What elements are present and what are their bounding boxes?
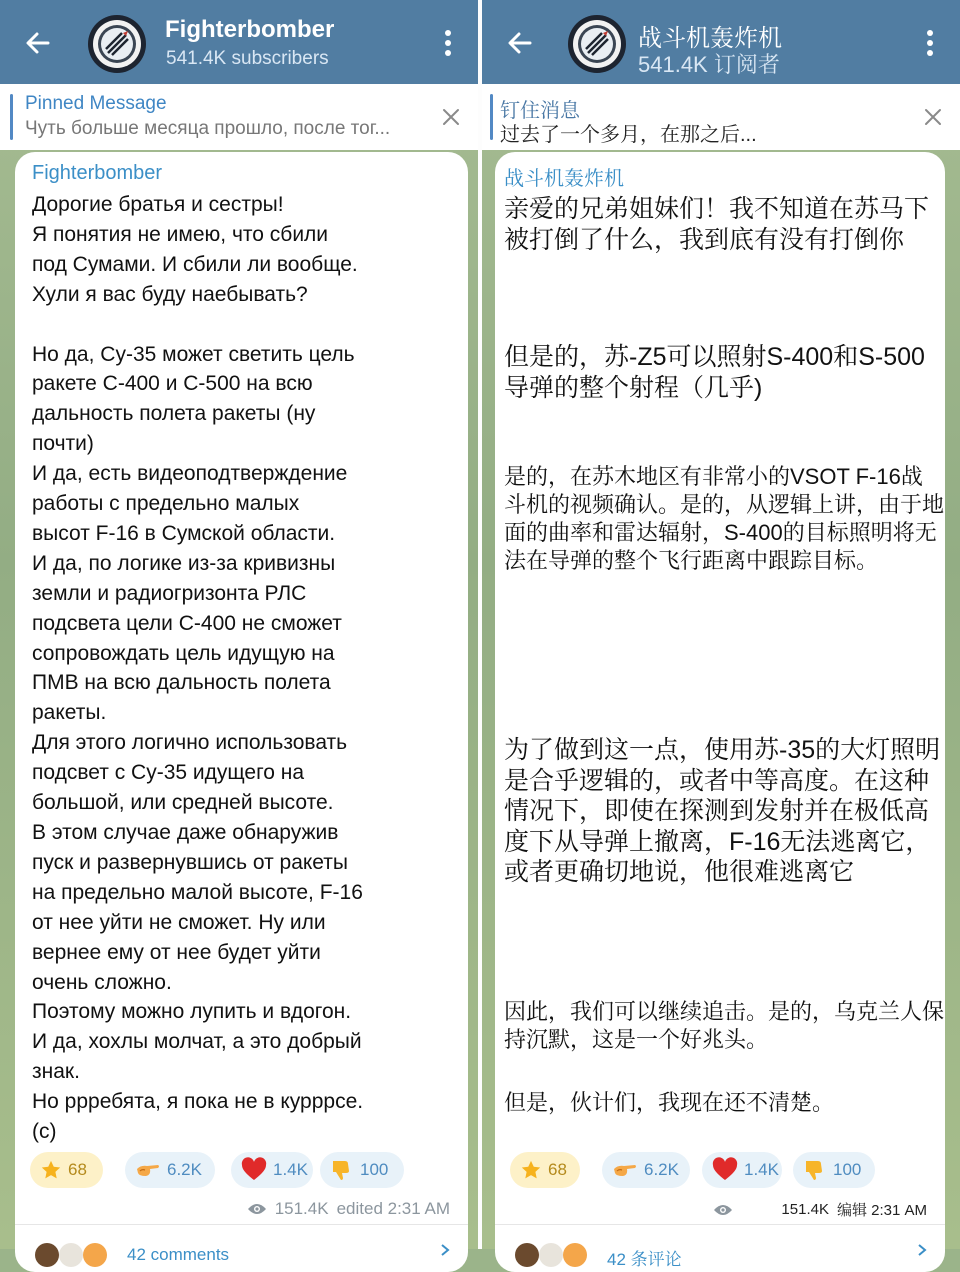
message-meta [713,1199,927,1220]
comments-row[interactable] [15,1224,468,1264]
message-line: Дорогие братья и сестры! [32,193,284,216]
message-line: подсвет с Су-35 идущего на [32,761,305,785]
message-paragraph: 但是的，苏-Z5可以照射S-400和S-500导弹的整个射程（几乎) [504,343,925,402]
close-pinned-button[interactable] [440,106,462,128]
message-line: Хули я вас буду наебывать? [32,282,308,306]
more-menu-button[interactable] [436,27,460,59]
commenter-avatar [563,1243,587,1267]
message-line: ПМВ на всю дальность полета [32,671,331,695]
reaction-star[interactable] [510,1152,580,1188]
back-arrow-icon [506,29,534,57]
channel-header [482,0,960,84]
commenter-avatar [59,1243,83,1267]
subscriber-count: 541.4K subscribers [166,48,329,69]
message-line: земли и радиогризонта РЛС [32,581,307,605]
reaction-heart[interactable] [702,1152,782,1188]
star-icon [40,1159,62,1181]
channel-avatar[interactable] [568,15,626,73]
comments-row[interactable] [495,1224,945,1269]
message-line: на предельно малой высоте, F-16 [32,880,363,904]
message-line: ракете С-400 и С-500 на всю [32,372,313,396]
message-paragraph: 因此，我们可以继续追击。是的，乌克兰人保持沉默，这是一个好兆头。 [504,999,945,1052]
pinned-preview: Чуть больше месяца прошло, после тог... [25,118,391,139]
reaction-star[interactable] [30,1152,103,1188]
reaction-count: 1.4K [744,1160,779,1179]
chevron-right-icon [915,1243,929,1257]
message-line: работы с предельно малых [32,492,300,516]
commenter-avatar [35,1243,59,1267]
reaction-heart[interactable] [231,1152,313,1188]
thumbs-down-icon [803,1158,827,1182]
message-line: подсвета цели С-400 не сможет [32,611,342,635]
message-bubble[interactable] [495,152,945,1272]
commenter-avatar [515,1243,539,1267]
back-button[interactable] [18,23,58,63]
message-paragraph: 但是，伙计们，我现在还不清楚。 [504,1090,835,1115]
star-icon [520,1159,542,1181]
more-vertical-icon [926,29,934,57]
pinned-indicator [10,94,13,140]
message-line: Но да, Су-35 может светить цель [32,342,355,366]
message-bubble[interactable] [15,152,468,1272]
comments-count: 42 comments [127,1245,230,1264]
reaction-pointing-hand[interactable] [125,1152,215,1188]
pinned-indicator [490,94,493,140]
message-line: Но ррребята, я пока не в курррсе. [32,1090,364,1114]
reaction-thumbs-down[interactable] [793,1152,875,1188]
channel-header [0,0,478,84]
message-text [32,190,462,1147]
heart-icon [241,1158,267,1182]
message-line: И да, по логике из-за кривизны [32,551,336,575]
reaction-count: 68 [548,1160,567,1179]
heart-icon [712,1158,738,1182]
message-line: сопровождать цель идущую на [32,641,335,665]
message-paragraph: 是的，在苏木地区有非常小的VSOT F-16战斗机的视频确认。是的，从逻辑上讲，由于地面的曲率和雷达辐射，S-400的目标照明将无法在导弹的整个飞行距离中跟踪目标。 [504,464,945,573]
views-eye-icon [247,1202,267,1216]
channel-avatar[interactable] [88,15,146,73]
message-paragraph: 为了做到这一点，使用苏-35的大灯照明是合乎逻辑的，或者中等高度。在这种情况下，即使在探测到发射并在极低高度下从导弹上撤离，F-16无法逃离它，或者更确切地说，他很难逃离它 [504,736,941,886]
reaction-count: 6.2K [167,1160,202,1179]
message-line: пуск и развернувшись от ракеты [32,850,349,874]
channel-title[interactable]: Fighterbomber [165,16,335,43]
reaction-thumbs-down[interactable] [320,1152,404,1188]
view-count: 151.4K [274,1199,329,1218]
thumbs-down-icon [330,1158,354,1182]
more-vertical-icon [444,29,452,57]
message-sender: 战斗机轰炸机 [504,168,624,190]
message-line: вернее ему от нее будет уйти [32,940,321,964]
back-arrow-icon [24,29,52,57]
channel-view-translated [482,0,960,1269]
close-icon [922,106,944,128]
subscriber-count: 541.4K 订阅者 [638,52,780,77]
pinned-message-bar[interactable] [0,84,478,150]
message-line: (с) [32,1120,57,1144]
message-line: И да, есть видеоподтверждение [32,462,348,486]
fighter-logo-icon [88,15,146,73]
channel-title[interactable]: 战斗机轰炸机 [638,25,782,52]
message-line: высот F-16 в Сумской области. [32,521,336,545]
message-line: от нее уйти не сможет. Ну или [32,910,326,934]
message-line: ракеты. [32,701,107,725]
reaction-count: 1.4K [273,1160,308,1179]
fighter-logo-icon [568,15,626,73]
pinned-message-bar[interactable] [482,84,960,150]
reaction-count: 100 [833,1160,862,1179]
close-icon [440,106,462,128]
pointing-hand-icon [135,1159,161,1181]
reaction-count: 100 [360,1160,389,1179]
message-line: знак. [32,1060,80,1084]
message-line: Я понятия не имею, что сбили [32,222,329,246]
message-sender: Fighterbomber [32,162,163,184]
chevron-right-icon [438,1243,452,1257]
message-line: под Сумами. И сбили ли вообще. [32,252,358,276]
message-line: почти) [32,432,94,456]
reaction-count: 68 [68,1160,87,1179]
channel-view-original [0,0,478,1264]
view-count: 151.4K [781,1201,829,1218]
edited-time: edited 2:31 AM [336,1199,450,1218]
edited-time: 编辑 2:31 AM [836,1202,927,1219]
message-line: Для этого логично использовать [32,731,348,755]
comments-count: 42 条评论 [607,1250,682,1269]
pointing-hand-icon [612,1159,638,1181]
reaction-pointing-hand[interactable] [602,1152,690,1188]
views-eye-icon [713,1203,733,1217]
close-pinned-button[interactable] [922,106,944,128]
commenter-avatar [83,1243,107,1267]
message-paragraph: 亲爱的兄弟姐妹们！我不知道在苏马下被打倒了什么，我到底有没有打倒你 [504,195,930,254]
message-line: Поэтому можно лупить и вдогон. [32,1000,352,1024]
pinned-title: 钉住消息 [500,100,580,122]
message-line: И да, хохлы молчат, а это добрый [32,1030,362,1054]
commenter-avatar [539,1243,563,1267]
reaction-count: 6.2K [644,1160,679,1179]
message-blank-line [32,310,462,340]
message-line: В этом случае даже обнаружив [32,821,339,845]
more-menu-button[interactable] [918,27,942,59]
pinned-title: Pinned Message [25,93,167,114]
message-line: очень сложно. [32,970,172,994]
message-line: дальность полета ракеты (ну [32,402,316,426]
pinned-preview: 过去了一个多月，在那之后... [500,124,757,146]
message-line: большой, или средней высоте. [32,791,334,815]
back-button[interactable] [500,23,540,63]
message-meta [247,1199,450,1219]
